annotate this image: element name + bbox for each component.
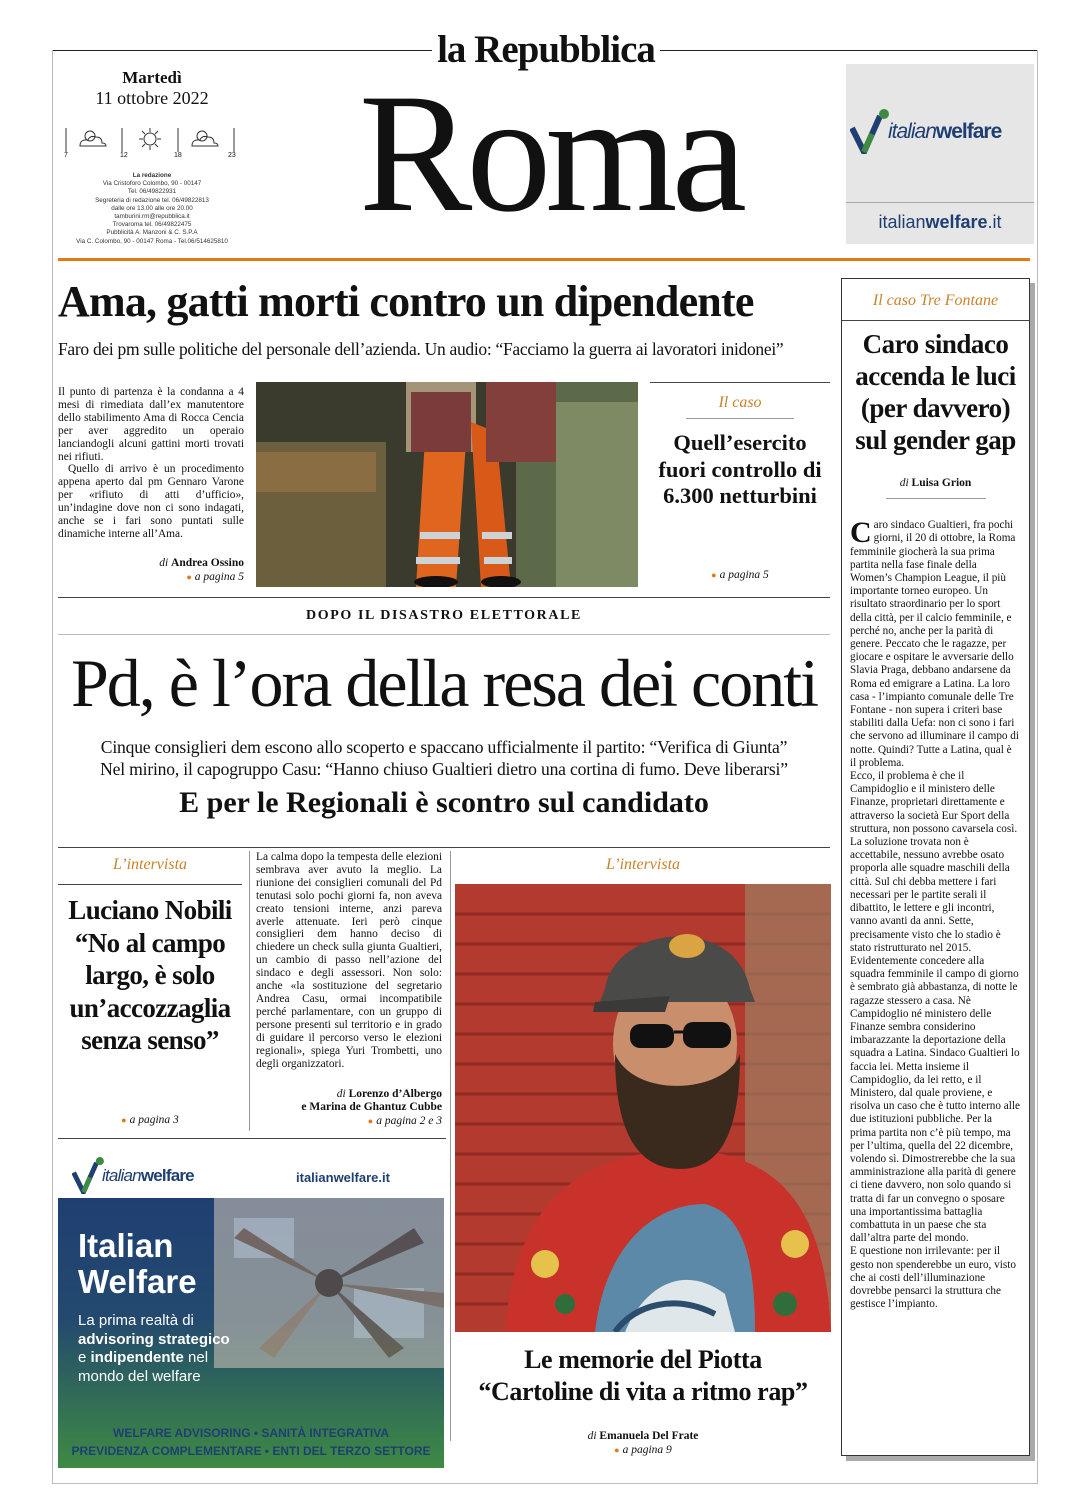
ad-bottom-banner [58,1198,444,1468]
byline-di: di [899,477,909,489]
story1-headline[interactable]: Ama, gatti morti contro un dipendente [58,277,754,326]
redazione-line: Pubblicità A. Manzoni & C. S.P.A [106,229,198,237]
story1-body-p1: Il punto di partenza è la condanna a 4 mesi di rimediata dall’ex manutentore dello stabilimento Ama di Rocca Cencia per aver aggredito un operaio lanciandogli alcuni gattini morti trovati nei rifiuti. [58,386,244,463]
story1-body-p2: Quello di arrivo è un procedimento appena aperto dal pm Gennaro Varone per «rifiuto di atti d’ufficio», un’indagine dove non ci sono indagati, anche se i fari sono puntati sulle dinamiche interne all’Ama. [58,463,244,540]
caso-headline[interactable]: Quell’esercito fuori controllo di 6.300 netturbini [658,430,822,508]
piotta-headline-1[interactable]: Le memorie del Piotta [524,1345,762,1374]
nobili-pageref[interactable]: ● a pagina 3 [58,1114,242,1126]
ad-bottom-logo-prefix: italian [102,1166,141,1185]
ad-bottom-footer-2: PREVIDENZA COMPLEMENTARE • ENTI DEL TERZO SETTORE [71,1444,431,1458]
caso-pageref[interactable]: ● a pagina 5 [650,569,830,581]
byline-name: Lorenzo d’Albergo [348,1088,442,1100]
brand-logo[interactable]: la Repubblica [437,28,655,71]
byline-di: di [336,1088,346,1100]
ad-top-url-prefix: italian [878,212,926,232]
redazione-box [62,172,242,246]
redazione-line: dalle ore 13.00 alle ore 20.00 [111,204,193,212]
ad-top-logo[interactable] [850,106,1030,156]
ad-tag-1: La prima realtà di [78,1312,194,1329]
piotta-headline-2[interactable]: “Cartoline di vita a ritmo rap” [478,1377,808,1406]
ad-top-url-bold: welfare [925,212,988,232]
ad-bottom-title-2: Welfare [78,1263,197,1300]
teamwork-hands-graphic [214,1198,444,1368]
ad-bottom-url[interactable]: italianwelfare.it [296,1170,390,1185]
ad-bottom[interactable] [58,1150,444,1470]
redazione-line: Tel. 06/49822931 [127,188,177,196]
weather-hour: 7 [64,152,68,159]
ad-bottom-logo-suffix: welfare [140,1166,194,1185]
ad-bottom-footer-1: WELFARE ADVISORING • SANITÀ INTEGRATIVA [113,1426,389,1440]
workers-photo-graphic [256,382,638,587]
ad-tag-3c: nel [183,1349,209,1366]
calma-byline [256,1088,442,1114]
main-sub2: Nel mirino, il capogruppo Casu: “Hanno chiuso Gualtieri dietro una cortina di fumo. Deve liberarsi” [100,759,788,779]
weather-strip [62,122,242,162]
tre-fontane-text: aro sindaco Gualtieri, fra pochi giorni, il 20 di ottobre, la Roma femminile giocherà la sua prima partita nella fase finale della Women’s Champion League, il più importante torneo europeo. Un risultato straordinario per lo sport della città, per il calcio femminile, e perché no, anche per la parità di genere. Peccato che le ragazze, per giocare e ospitare le avversarie dello Slavia Praga, debbano andarsene da Roma ed emigrare a Latina. La loro casa - l’impianto comunale delle Tre Fontane - non supera i criteri base stabiliti dalla Uefa: non ci sono i fari che servono ad illuminare il campo di notte. Quindi? Tutte a Latina, qual è il problema. Ecco, il problema è che il Campidoglio e il ministero delle Finanze, proprietari direttamente e attraverso la società Eur Sport della struttura, non possono cavarsela così. La soluzione trovata non è accettabile, nessuno avrebbe osato proporla alle squadre maschili della città. Sul chi debba mettere i fari necessari per le partite serali il dibattito, le lettere e gli incontri, vanno avanti da anni. Sette, precisamente visto che lo stadio è stato ristrutturato nel 2015. Evidentemente concedere alla squadra femminile il campo di giorno è sembrato già abbastanza, di notte le ragazze stessero a casa. Nè Campidoglio né ministero delle Finanze sembra considerino imbarazzante la deportazione della squadra a Latina. Sindaco Gualtieri lo faccia lei. Metta insieme il Campidoglio, da lei retto, e il Ministero, dal quale proviene, e risolva un caso che è tutto interno alle due istituzioni pubbliche. Per la prima partita non c’è più tempo, ma per l’ultima, quella del 22 dicembre, volendo sì. Dimostrerebbe che la sua amministrazione alla parità di genere ci tiene davvero, non solo quando si tratta di far un convegno o sposare una importantissima battaglia combattuta in un paese che sta dall’altra parte del mondo. E questione non irrilevante: per il gesto non spenderebbe un euro, visto che ai costi dell’illuminazione dovrebbe pensarci la struttura che gestisce l’impianto. [850,519,1020,1311]
piotta-byline [455,1430,831,1442]
tre-fontane-kicker: Il caso Tre Fontane [872,292,999,309]
ad-bottom-logo[interactable] [72,1156,272,1196]
redazione-title: La redazione [132,172,172,179]
byline-name: Emanuela Del Frate [599,1430,699,1442]
ad-tag-2: advisoring strategico [78,1330,230,1348]
redazione-line: Via Cristoforo Colombo, 90 - 00147 [102,180,202,188]
byline-di: di [159,557,169,569]
story1-subhead: Faro dei pm sulle politiche del personale dell’azienda. Un audio: “Facciamo la guerra ai lavoratori inidonei” [58,339,784,359]
ad-bottom-title-1: Italian [78,1227,174,1264]
ad-tag-3a: e [78,1349,91,1366]
weather-hour: 23 [228,152,236,159]
main-sub3[interactable]: E per le Regionali è scontro sul candidato [179,786,709,819]
nobili-kicker: L’intervista [112,856,188,873]
byline-name: e Marina de Ghantuz Cubbe [301,1101,442,1113]
weather-icons [62,122,242,162]
dropcap: C [850,516,872,550]
redazione-line: Trovaroma tel. 06/49822475 [112,221,192,229]
piotta-kicker: L’intervista [605,856,681,873]
nobili-headline[interactable]: Luciano Nobili “No al campo largo, è solo un’accozzaglia senza senso” [68,895,232,1055]
ad-top-logo-suffix: welfare [935,120,1002,143]
piotta-photo [455,884,831,1332]
ad-tag-3b: indipendente [90,1349,184,1366]
calma-pageref[interactable]: ● a pagina 2 e 3 [256,1115,442,1127]
ad-top-logo-prefix: italian [888,120,936,143]
calma-body: La calma dopo la tempesta delle elezioni sembrava aver avuto la meglio. La riunione dei consiglieri comunali del Pd tenutasi solo pochi giorni fa, non aveva creato tensioni interne, anzi pareva averle attenuate. Ieri però cinque consiglieri dem hanno deciso di chiedere un check sulla giunta Gualtieri, un cambio di passo nell’azione del sindaco e degli assessori. Non solo: anche «la sostituzione del segretario Andrea Casu, ormai incompatibile perché parlamentare, con un gruppo di persone presenti sul territorio e in grado di guidare il percorso verso le elezioni regionali», spiega Yuri Trombetti, uno degli organizzatori. [256,851,442,1070]
piotta-photo-graphic [455,884,831,1332]
byline-name: Andrea Ossino [171,557,244,569]
weather-hour: 18 [174,152,182,159]
ad-top-url-suffix: .it [987,212,1002,232]
weather-hour: 12 [120,152,128,159]
story1-body [58,386,244,541]
ad-top-url[interactable] [846,212,1034,233]
edition-title: Roma [358,59,742,247]
ad-bottom-tagline [78,1312,230,1386]
byline-name: Luisa Grion [911,477,972,489]
ad-top[interactable] [846,64,1034,244]
date: 11 ottobre 2022 [95,88,209,108]
main-sub1: Cinque consiglieri dem escono allo scoperto e spaccano ufficialmente il partito: “Verifica di Giunta” [100,737,788,757]
story1-pageref[interactable]: ● a pagina 5 [58,571,244,583]
piotta-pageref[interactable]: ● a pagina 9 [455,1444,831,1456]
redazione-line: Via C. Colombo, 90 - 00147 Roma - Tel.06/514625810 [76,237,228,245]
caso-kicker: Il caso [718,394,762,411]
tre-fontane-body [850,506,1020,1311]
redazione-line: Segreteria di redazione tel. 06/49822813 [95,196,209,204]
story1-photo [256,382,638,587]
main-overline: DOPO IL DISASTRO ELETTORALE [306,608,582,623]
tre-fontane-headline[interactable]: Caro sindaco accenda le luci (per davvero) sul gender gap [855,329,1016,455]
date-day: Martedì [122,68,182,87]
tre-fontane-byline [842,477,1029,489]
main-headline[interactable]: Pd, è l’ora della resa dei conti [70,645,818,721]
byline-di: di [587,1430,597,1442]
story1-byline [58,557,244,569]
orange-divider [58,258,1030,261]
redazione-line: tamburini.rm@repubblica.it [114,213,190,221]
ad-tag-4: mondo del welfare [78,1367,201,1385]
